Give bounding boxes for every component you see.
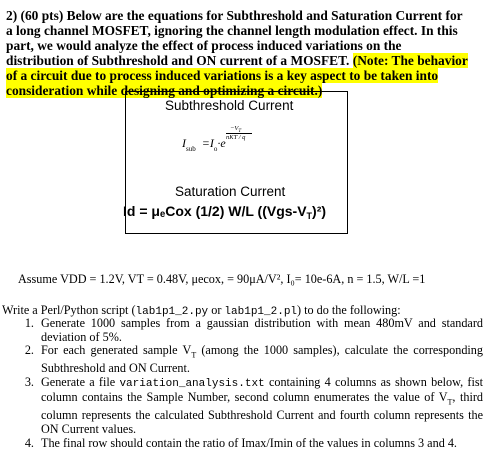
saturation-title: Saturation Current	[175, 184, 286, 199]
question-intro	[6, 8, 468, 98]
exponent-denominator: nKT / q	[226, 134, 246, 141]
task-list	[20, 317, 483, 450]
python-filename: lab1p1_2.py	[135, 306, 209, 318]
perl-filename: lab1p1_2.pl	[224, 306, 298, 318]
question-text: Below are the equations for Subthreshold and Saturation Current for a long channel MOSFET, ignoring the channel length modulation effect. In this part, we would analyze the effect of process induced variations on the distribution of Subthreshold and ON current of a MOSFET.	[6, 8, 463, 68]
highlighted-note: (Note: The behavior of a circuit due to process induced variations is a key aspect to be taken into consideration while designing and optimizing a circuit.)	[6, 53, 468, 98]
assumptions: Assume VDD = 1.2V, VT = 0.48V, μecox, = 90μA/V², I₀= 10e-6A, n = 1.5, W/L =1	[18, 272, 426, 286]
exponent-numerator: $-V_T$	[230, 125, 242, 134]
equations-box	[125, 91, 348, 234]
task-item-1: 1. Generate 1000 samples from a gaussian distribution with mean 480mV and standard deviation of 5%.	[37, 317, 483, 344]
task-intro: Write a Perl/Python script (lab1p1_2.py or lab1p1_2.pl) to do the following:	[2, 303, 401, 318]
task-item-4: 4. The final row should contain the ratio of Imax/Imin of the values in columns 3 and 4.	[37, 437, 483, 450]
subthreshold-formula: $I_{sub} =I_o\cdot e$	[182, 136, 226, 153]
question-number: 2)	[6, 8, 18, 23]
saturation-formula: Id = μₑCox (1/2) W/L $((Vgs-V_T)^2)$	[123, 203, 327, 221]
output-filename: variation_analysis.txt	[119, 377, 265, 390]
question-points: (60 pts)	[20, 8, 64, 23]
task-item-2: 2. For each generated sample $V_T$ (among the 1000 samples), calculate the corresponding Subthreshold and ON Current.	[37, 344, 483, 376]
subthreshold-title: Subthreshold Current	[165, 98, 294, 113]
task-item-3: 3. Generate a file variation_analysis.txt containing 4 columns as shown below, fist column contains the Sample Number, second column enumerates the value of $V_T$, third column represents the calculated Subthreshold Current and fourth column represents the ON Current values.	[37, 376, 483, 437]
